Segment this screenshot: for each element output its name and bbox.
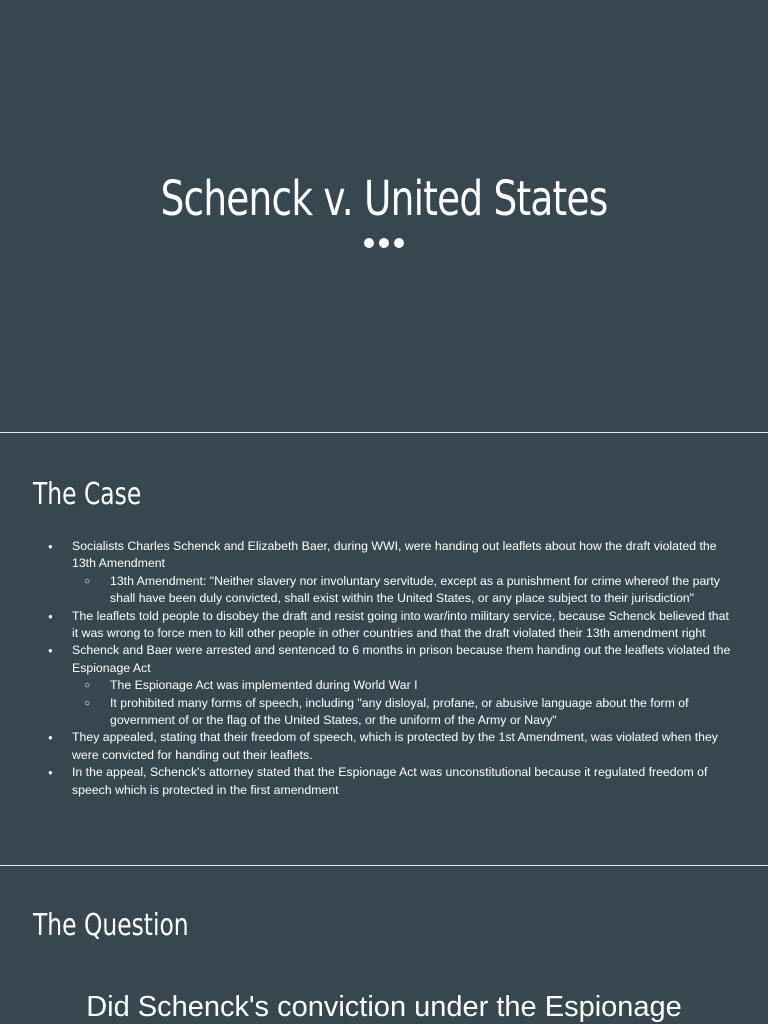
case-bullet-list (48, 538, 738, 799)
sub-bullet-item: ○ It prohibited many forms of speech, including "any disloyal, profane, or abusive language about the form of government of or the flag of the United States, or the uniform of the Army or Navy" (48, 695, 738, 730)
case-heading: The Case (33, 477, 142, 512)
question-slide (0, 866, 768, 1024)
dot-icon (364, 238, 374, 248)
question-text: Did Schenck's conviction under the Espionage (86, 991, 682, 1023)
title-slide (0, 0, 768, 432)
bullet-item: ● Socialists Charles Schenck and Elizabeth Baer, during WWI, were handing out leaflets about how the draft violated the 13th Amendment (48, 538, 738, 573)
bullet-item: ● They appealed, stating that their freedom of speech, which is protected by the 1st Amendment, was violated when they were convicted for handing out their leaflets. (48, 729, 738, 764)
presentation-title: Schenck v. United States (160, 171, 608, 227)
sub-bullet-item: ○ The Espionage Act was implemented during World War I (48, 677, 738, 694)
dot-icon (379, 238, 389, 248)
bullet-item: ● Schenck and Baer were arrested and sentenced to 6 months in prison because them handing out the leaflets violated the Espionage Act (48, 642, 738, 677)
dot-icon (394, 238, 404, 248)
title-dots-decoration (0, 238, 768, 248)
case-slide (0, 433, 768, 865)
bullet-item: ● The leaflets told people to disobey the draft and resist going into war/into military service, because Schenck believed that it was wrong to force men to kill other people in other countries and that the draft violated their 13th amendment right (48, 608, 738, 643)
bullet-item: ● In the appeal, Schenck's attorney stated that the Espionage Act was unconstitutional because it regulated freedom of speech which is protected in the first amendment (48, 764, 738, 799)
sub-bullet-item: ○ 13th Amendment: "Neither slavery nor involuntary servitude, except as a punishment for crime whereof the party shall have been duly convicted, shall exist within the United States, or any place subject to their jurisdiction" (48, 573, 738, 608)
question-heading: The Question (33, 908, 189, 943)
